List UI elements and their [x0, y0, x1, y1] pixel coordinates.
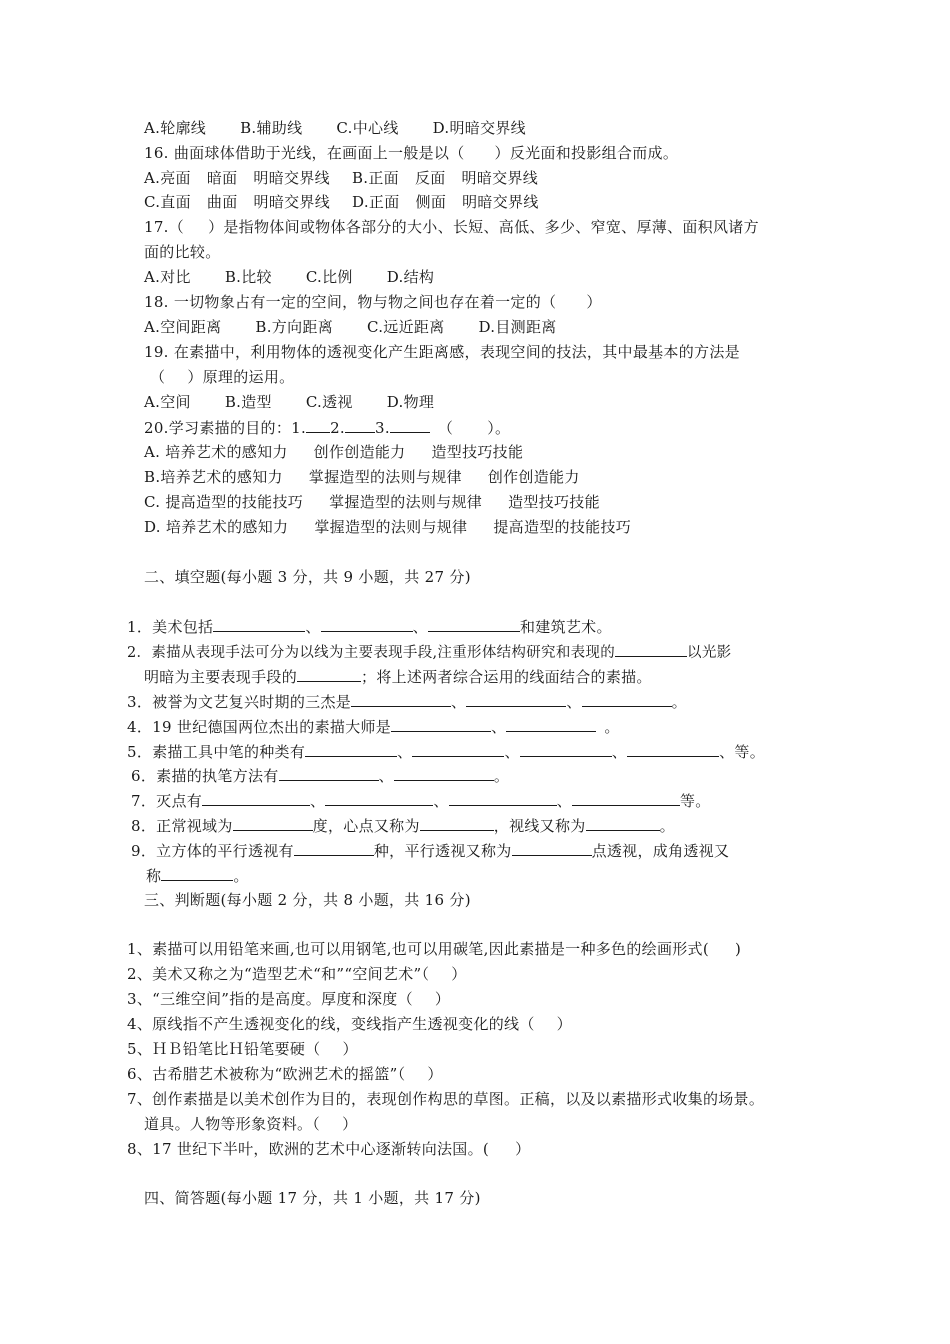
- q20-option-c-part3: 造型技巧技能: [508, 493, 600, 511]
- q16-option-c-part2: 曲面: [206, 193, 238, 211]
- judge-q2-text: 2、美术又称之为“造型艺术“和”“空间艺术”（: [127, 965, 430, 983]
- q17-option-b[interactable]: B.比较: [224, 268, 272, 286]
- sep: 、: [305, 618, 321, 636]
- q20-blank-3[interactable]: [390, 416, 430, 433]
- q20-stem-start: 20.学习素描的目的：1.: [144, 419, 307, 437]
- fill-q5-blank-3[interactable]: [520, 740, 612, 757]
- q20-option-d-part3: 提高造型的技能技巧: [493, 518, 632, 536]
- q20-option-a-part1: A. 培养艺术的感知力: [144, 443, 288, 461]
- sep: 、: [378, 767, 394, 785]
- q19-option-d[interactable]: D.物理: [386, 393, 435, 411]
- fill-q4-text: 4．19 世纪德国两位杰出的素描大师是: [127, 718, 392, 736]
- fill-q1-end: 和建筑艺术。: [519, 618, 612, 636]
- q16-stem-start: 16. 曲面球体借助于光线，在画面上一般是以（: [144, 144, 465, 162]
- q15-option-b[interactable]: B.辅助线: [240, 119, 303, 137]
- fill-q9: [131, 839, 729, 862]
- q16-options-row1: [144, 167, 538, 189]
- judge-q2: [127, 963, 467, 985]
- q16-option-d[interactable]: D.正面: [352, 193, 400, 211]
- q18-stem-start: 18. 一切物象占有一定的空间，物与物之间也存在着一定的（: [144, 293, 557, 311]
- q20-stem: [144, 416, 510, 439]
- fill-q8-blank-2[interactable]: [420, 814, 494, 831]
- q16-option-c-part3: 明暗交界线: [253, 193, 331, 211]
- fill-q4: [127, 715, 620, 738]
- fill-q5-text: 5．素描工具中笔的种类有: [127, 743, 306, 761]
- judge-q6-close: ）: [427, 1065, 443, 1083]
- fill-q7-blank-4[interactable]: [572, 789, 680, 806]
- q20-option-d[interactable]: [144, 516, 631, 538]
- sep: 、: [451, 693, 467, 711]
- sep: 、: [504, 743, 520, 761]
- fill-q8-blank-3[interactable]: [586, 814, 660, 831]
- fill-q2-text: 2．素描从表现手法可分为以线为主要表现手段,注重形体结构研究和表现的: [127, 645, 616, 661]
- fill-q7-blank-1[interactable]: [202, 789, 310, 806]
- q19-option-b[interactable]: B.造型: [224, 393, 272, 411]
- q19-stem: 19. 在素描中，利用物体的透视变化产生距离感，表现空间的技法，其中最基本的方法是: [144, 343, 740, 361]
- q16-option-d-part3: 明暗交界线: [462, 193, 539, 211]
- q20-option-b-part2: 掌握造型的法则与规律: [308, 468, 462, 486]
- judge-q2-close: ）: [451, 965, 467, 983]
- q20-option-c-part1: C. 提高造型的技能技巧: [144, 493, 304, 511]
- q18-option-c[interactable]: C.远近距离: [367, 318, 445, 336]
- fill-q9-cont: [146, 864, 249, 887]
- q19-paren-open: （: [150, 368, 166, 386]
- q16-option-d-part2: 侧面: [415, 193, 447, 211]
- q16-option-b[interactable]: B.正面: [351, 169, 399, 187]
- fill-q3: [127, 690, 687, 713]
- fill-q6-blank-2[interactable]: [394, 764, 494, 781]
- fill-q1-blank-3[interactable]: [428, 615, 520, 632]
- q17-stem-end: ）是指物体间或物体各部分的大小、长短、高低、多少、窄宽、厚薄、面积风诸方: [208, 218, 759, 236]
- q19-option-c[interactable]: C.透视: [305, 393, 353, 411]
- q17-option-d[interactable]: D.结构: [386, 268, 435, 286]
- fill-q3-end: 。: [671, 693, 687, 711]
- q19-stem-cont: [150, 366, 294, 388]
- fill-q3-blank-1[interactable]: [351, 690, 451, 707]
- fill-q9-text: 9．立方体的平行透视有: [131, 842, 294, 860]
- fill-q2-blank-1[interactable]: [615, 640, 687, 657]
- sep: 、: [412, 618, 428, 636]
- fill-q3-blank-3[interactable]: [582, 690, 672, 707]
- q20-blank-1[interactable]: [306, 416, 330, 433]
- q18-stem-end: ）: [586, 293, 602, 311]
- fill-q8-end: 。: [659, 817, 675, 835]
- fill-q8-text-c: ，视线又称为: [493, 817, 586, 835]
- q16-option-b-part3: 明暗交界线: [461, 169, 539, 187]
- q20-option-c[interactable]: [144, 491, 600, 513]
- q18-option-a[interactable]: A.空间距离: [144, 318, 222, 336]
- fill-q7-end: 等。: [679, 792, 711, 810]
- fill-q9-text-d: 称: [146, 867, 162, 885]
- sep: 、: [556, 792, 572, 810]
- section4-title: 四、简答题(每小题 17 分，共 1 小题，共 17 分): [144, 1189, 481, 1207]
- q20-option-b-part1: B.培养艺术的感知力: [144, 468, 283, 486]
- judge-q8-close: ）: [515, 1140, 531, 1158]
- fill-q1-blank-2[interactable]: [321, 615, 413, 632]
- fill-q4-end: 。: [604, 718, 620, 736]
- q15-option-c[interactable]: C.中心线: [336, 119, 399, 137]
- q19-option-a[interactable]: A.空间: [144, 393, 191, 411]
- fill-q6-text: 6．素描的执笔方法有: [131, 767, 279, 785]
- fill-q3-text: 3．被誉为文艺复兴时期的三杰是: [127, 693, 352, 711]
- section3-title: 三、判断题(每小题 2 分，共 8 小题，共 16 分): [144, 891, 471, 909]
- judge-q7-cont: [144, 1113, 357, 1135]
- q20-option-a[interactable]: [144, 441, 523, 463]
- q17-stem-start: 17.（: [144, 218, 185, 236]
- q20-paren-close: ）。: [487, 419, 511, 437]
- fill-q2-text-b: 以光影: [687, 645, 732, 661]
- q18-options: [144, 316, 557, 338]
- judge-q1-text: 1、素描可以用铅笔来画,也可以用钢笔,也可以用碳笔,因此素描是一种多色的绘画形式(: [127, 940, 710, 958]
- judge-q5: [127, 1038, 358, 1060]
- fill-q8-blank-1[interactable]: [233, 814, 313, 831]
- q20-option-c-part2: 掌握造型的法则与规律: [329, 493, 483, 511]
- q18-stem: [144, 291, 602, 313]
- fill-q2-text-c: 明暗为主要表现手段的: [144, 668, 298, 686]
- q18-option-d[interactable]: D.目测距离: [478, 318, 557, 336]
- fill-q2-cont: [144, 665, 652, 688]
- q16-option-b-part2: 反面: [414, 169, 446, 187]
- q17-options: [144, 266, 434, 288]
- judge-q8-text: 8、17 世纪下半叶，欧洲的艺术中心逐渐转向法国。(: [127, 1140, 490, 1158]
- judge-q5-close: ）: [342, 1040, 358, 1058]
- judge-q1: [127, 938, 741, 960]
- q15-options: [144, 117, 526, 139]
- fill-q5-blank-2[interactable]: [412, 740, 504, 757]
- fill-q1-text: 1．美术包括: [127, 618, 214, 636]
- q17-option-c[interactable]: C.比例: [305, 268, 353, 286]
- fill-q5-blank-4[interactable]: [627, 740, 719, 757]
- q16-option-a[interactable]: A.亮面: [144, 169, 191, 187]
- judge-q4-text: 4、原线指不产生透视变化的线，变线指产生透视变化的线（: [127, 1015, 535, 1033]
- q16-stem-end: ）反光面和投影组合而成。: [494, 144, 679, 162]
- fill-q2-text-d: ；将上述两者综合运用的线面结合的素描。: [361, 668, 652, 686]
- q20-paren-open: （: [437, 419, 454, 437]
- q20-option-d-part2: 掌握造型的法则与规律: [314, 518, 468, 536]
- judge-q3-text: 3、“三维空间”指的是高度。厚度和深度（: [127, 990, 413, 1008]
- judge-q4: [127, 1013, 572, 1035]
- q20-option-b-part3: 创作创造能力: [487, 468, 580, 486]
- q20-num-3: 3.: [375, 419, 390, 437]
- q19-options: [144, 391, 434, 413]
- q15-option-d[interactable]: D.明暗交界线: [432, 119, 526, 137]
- judge-q4-close: ）: [556, 1015, 572, 1033]
- q19-stem-end: ）原理的运用。: [187, 368, 295, 386]
- fill-q9-blank-2[interactable]: [512, 839, 592, 856]
- judge-q6-text: 6、古希腊艺术被称为“欧洲艺术的摇篮”（: [127, 1065, 406, 1083]
- fill-q9-end: 。: [233, 867, 249, 885]
- q20-option-a-part2: 创作创造能力: [313, 443, 406, 461]
- fill-q8-text: 8．正常视域为: [131, 817, 233, 835]
- q16-option-c[interactable]: C.直面: [144, 193, 191, 211]
- judge-q7-close: ）: [342, 1115, 358, 1133]
- judge-q3-close: ）: [434, 990, 451, 1008]
- sep: 、: [397, 743, 413, 761]
- fill-q6: [131, 764, 509, 787]
- q20-blank-2[interactable]: [345, 416, 375, 433]
- fill-q5: [127, 740, 765, 763]
- judge-q6: [127, 1063, 443, 1085]
- fill-q6-blank-1[interactable]: [279, 764, 379, 781]
- fill-q9-blank-3[interactable]: [161, 864, 233, 881]
- q20-option-a-part3: 造型技巧技能: [431, 443, 524, 461]
- q17-stem: [144, 216, 759, 238]
- sep: 、: [491, 718, 507, 736]
- sep: 、: [566, 693, 582, 711]
- fill-q3-blank-2[interactable]: [466, 690, 566, 707]
- judge-q1-close: ): [735, 940, 742, 958]
- q20-option-d-part1: D. 培养艺术的感知力: [144, 518, 289, 536]
- fill-q1-blank-1[interactable]: [213, 615, 305, 632]
- fill-q4-blank-1[interactable]: [391, 715, 491, 732]
- fill-q7-text: 7．灭点有: [131, 792, 203, 810]
- fill-q7-blank-2[interactable]: [325, 789, 433, 806]
- sep: 、: [310, 792, 326, 810]
- fill-q2: [127, 640, 731, 664]
- q20-option-b[interactable]: [144, 466, 580, 488]
- fill-q5-blank-1[interactable]: [305, 740, 397, 757]
- judge-q5-text: 5、ＨＢ铅笔比Ｈ铅笔要硬（: [127, 1040, 321, 1058]
- q15-option-a[interactable]: A.轮廓线: [144, 119, 207, 137]
- q20-num-2: 2.: [330, 419, 345, 437]
- q16-option-a-part3: 明暗交界线: [253, 169, 330, 187]
- q17-option-a[interactable]: A.对比: [144, 268, 191, 286]
- fill-q5-end: 、等。: [719, 743, 765, 761]
- judge-q7: 7、创作素描是以美术创作为目的，表现创作构思的草图。正稿，以及以素描形式收集的场景。: [127, 1090, 765, 1108]
- judge-q3: [127, 988, 450, 1010]
- q16-option-a-part2: 暗面: [206, 169, 238, 187]
- fill-q7: [131, 789, 711, 812]
- fill-q1: [127, 615, 612, 638]
- fill-q9-blank-1[interactable]: [294, 839, 374, 856]
- fill-q6-end: 。: [493, 767, 510, 785]
- judge-q7-text-cont: 道具。人物等形象资料。（: [144, 1115, 321, 1133]
- judge-q8: [127, 1138, 530, 1160]
- sep: 、: [611, 743, 628, 761]
- fill-q7-blank-3[interactable]: [449, 789, 557, 806]
- q17-stem-cont: 面的比较。: [144, 243, 221, 261]
- fill-q2-blank-2[interactable]: [297, 665, 361, 682]
- fill-q4-blank-2[interactable]: [506, 715, 596, 732]
- fill-q8: [131, 814, 675, 837]
- fill-q9-text-b: 种，平行透视又称为: [373, 842, 512, 860]
- sep: 、: [433, 792, 449, 810]
- q18-option-b[interactable]: B.方向距离: [255, 318, 333, 336]
- q16-stem: [144, 142, 678, 164]
- q16-options-row2: [144, 191, 539, 213]
- fill-q9-text-c: 点透视，成角透视又: [591, 842, 730, 860]
- fill-q8-text-b: 度，心点又称为: [312, 817, 420, 835]
- section2-title: 二、填空题(每小题 3 分，共 9 小题，共 27 分): [144, 568, 471, 586]
